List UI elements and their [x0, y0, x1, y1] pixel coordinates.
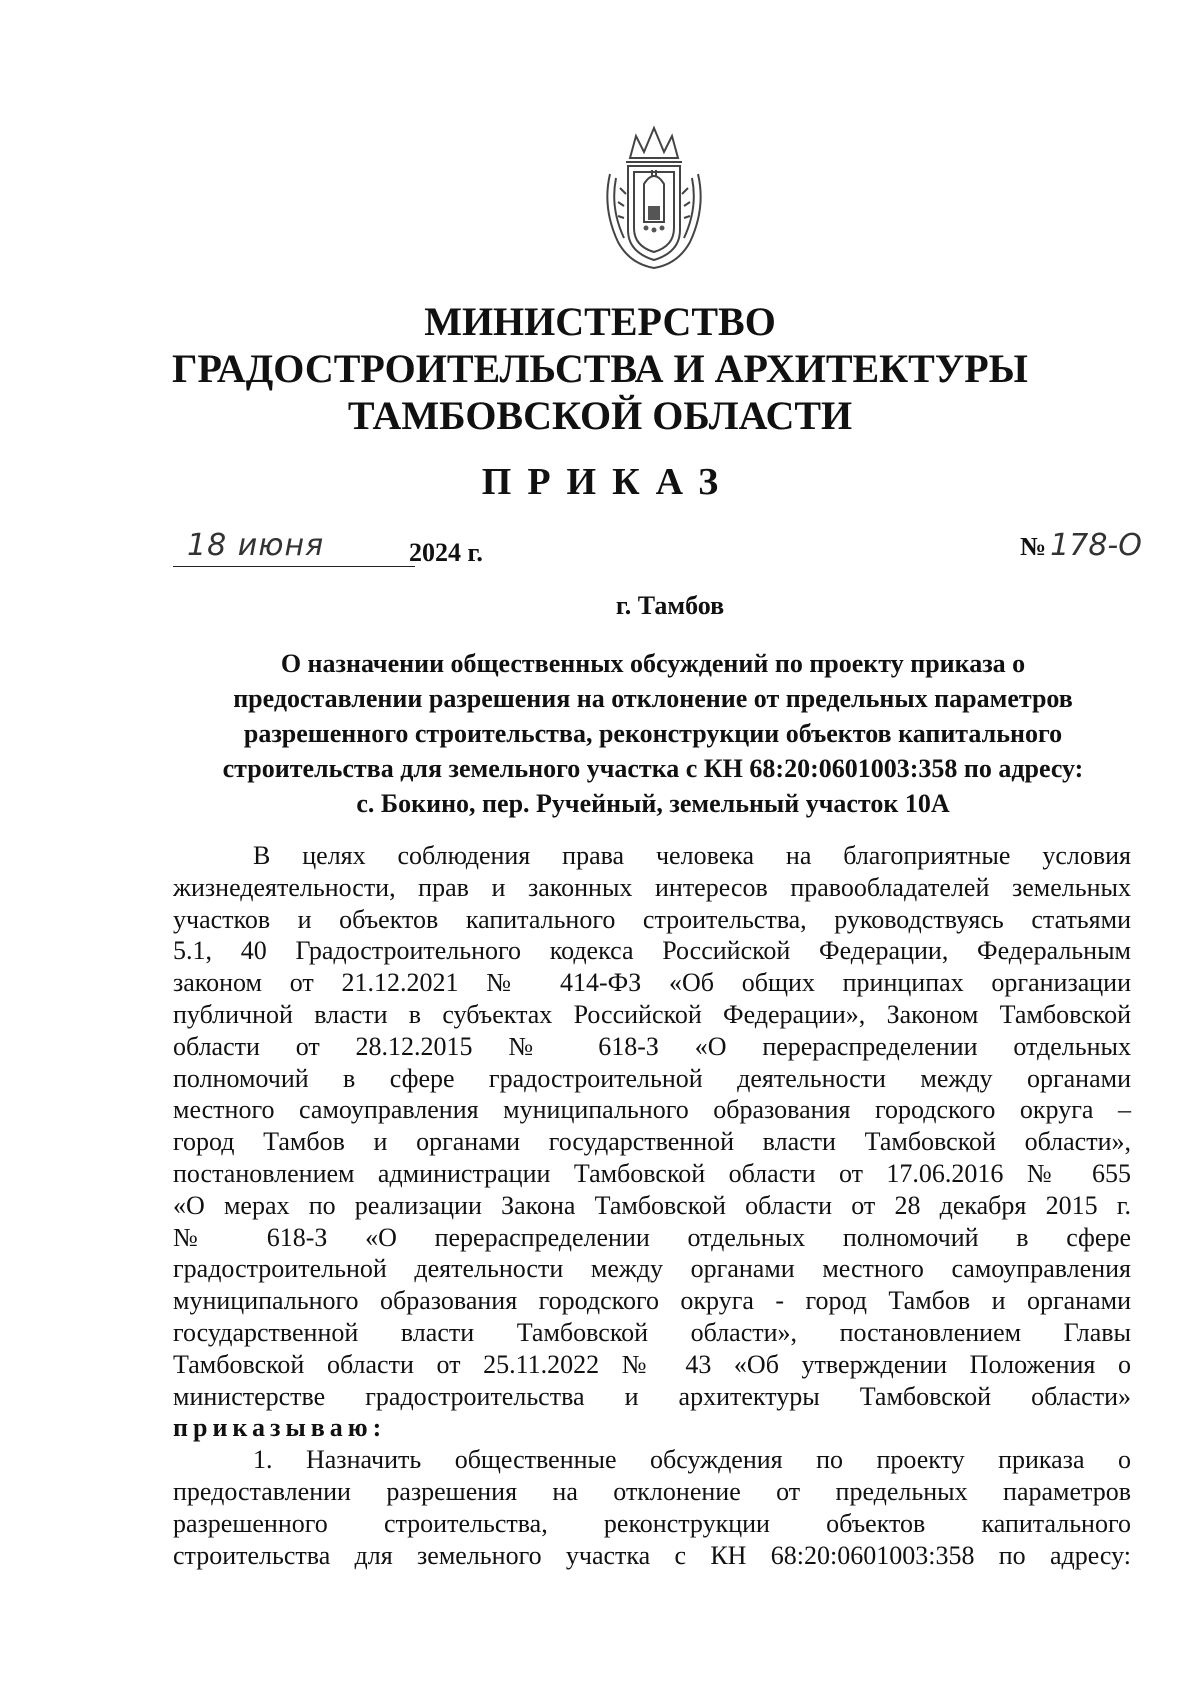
date-year: 2024 г.	[409, 538, 483, 567]
body-line: государственной власти Тамбовской области», постановлением Главы	[173, 1317, 1131, 1347]
number-sign: №	[1020, 532, 1047, 561]
body-line: муниципального образования городского округа - город Тамбов и органами	[173, 1286, 1131, 1316]
subject-line: О назначении общественных обсуждений по проекту приказа о	[280, 649, 1026, 678]
ministry-title	[0, 298, 1200, 439]
body-line: публичной власти в субъектах Российской Федерации», Законом Тамбовской	[173, 999, 1131, 1029]
order-body	[173, 840, 1131, 1571]
body-line: законом от 21.12.2021 № 414-ФЗ «Об общих принципах организации	[173, 968, 1131, 998]
item-1-line: разрешенного строительства, реконструкции объектов капитального	[173, 1508, 1131, 1538]
body-line: город Тамбов и органами государственной власти Тамбовской области»,	[173, 1127, 1131, 1157]
body-line: «О мерах по реализации Закона Тамбовской области от 28 декабря 2015 г.	[173, 1190, 1131, 1220]
body-line: области от 28.12.2015 № 618-З «О перераспределении отдельных	[173, 1031, 1131, 1061]
subject-line: строительства для земельного участка с КН 68:20:0601003:358 по адресу:	[222, 754, 1084, 783]
body-line: местного самоуправления муниципального образования городского округа –	[173, 1095, 1131, 1125]
order-date	[173, 528, 503, 578]
item-1-line: предоставлении разрешения на отклонение от предельных параметров	[173, 1476, 1131, 1506]
body-line: министерстве градостроительства и архитектуры Тамбовской области»	[173, 1381, 1131, 1411]
body-line: В целях соблюдения права человека на благоприятные условия	[253, 841, 1131, 870]
order-number	[1020, 528, 1142, 578]
subject-line: разрешенного строительства, реконструкции объектов капитального	[243, 719, 1063, 748]
order-word: приказываю:	[173, 1413, 387, 1443]
subject-line: с. Бокино, пер. Ручейный, земельный участок 10А	[356, 789, 950, 818]
item-1-line: строительства для земельного участка с КН 68:20:0601003:358 по адресу:	[173, 1540, 1131, 1570]
body-line: участков и объектов капитального строительства, руководствуясь статьями	[173, 904, 1131, 934]
handwritten-date: 18 июня	[173, 528, 415, 567]
subject-line: предоставлении разрешения на отклонение от предельных параметров	[233, 684, 1073, 713]
body-line: полномочий в сфере градостроительной деятельности между органами	[173, 1063, 1131, 1093]
body-line: постановлением администрации Тамбовской области от 17.06.2016 № 655	[173, 1158, 1131, 1188]
order-subject	[173, 646, 1133, 821]
document-type-heading: ПРИКАЗ	[481, 461, 735, 503]
ministry-line-1: МИНИСТЕРСТВО	[424, 299, 776, 344]
body-line: жизнедеятельности, прав и законных интересов правообладателей земельных	[173, 872, 1131, 902]
body-line: № 618-З «О перераспределении отдельных полномочий в сфере	[173, 1222, 1131, 1252]
body-line: градостроительной деятельности между органами местного самоуправления	[173, 1254, 1131, 1284]
body-line: Тамбовской области от 25.11.2022 № 43 «Об утверждении Положения о	[173, 1349, 1131, 1379]
handwritten-number: 178-О	[1050, 528, 1142, 563]
body-line: 5.1, 40 Градостроительного кодекса Российской Федерации, Федеральным	[173, 936, 1131, 966]
ministry-line-3: ТАМБОВСКОЙ ОБЛАСТИ	[347, 393, 853, 438]
ministry-line-2: ГРАДОСТРОИТЕЛЬСТВА И АРХИТЕКТУРЫ	[172, 346, 1028, 391]
coat-of-arms-icon	[596, 118, 712, 270]
city-line: г. Тамбов	[615, 591, 725, 620]
item-1-line: 1. Назначить общественные обсуждения по проекту приказа о	[253, 1445, 1131, 1475]
